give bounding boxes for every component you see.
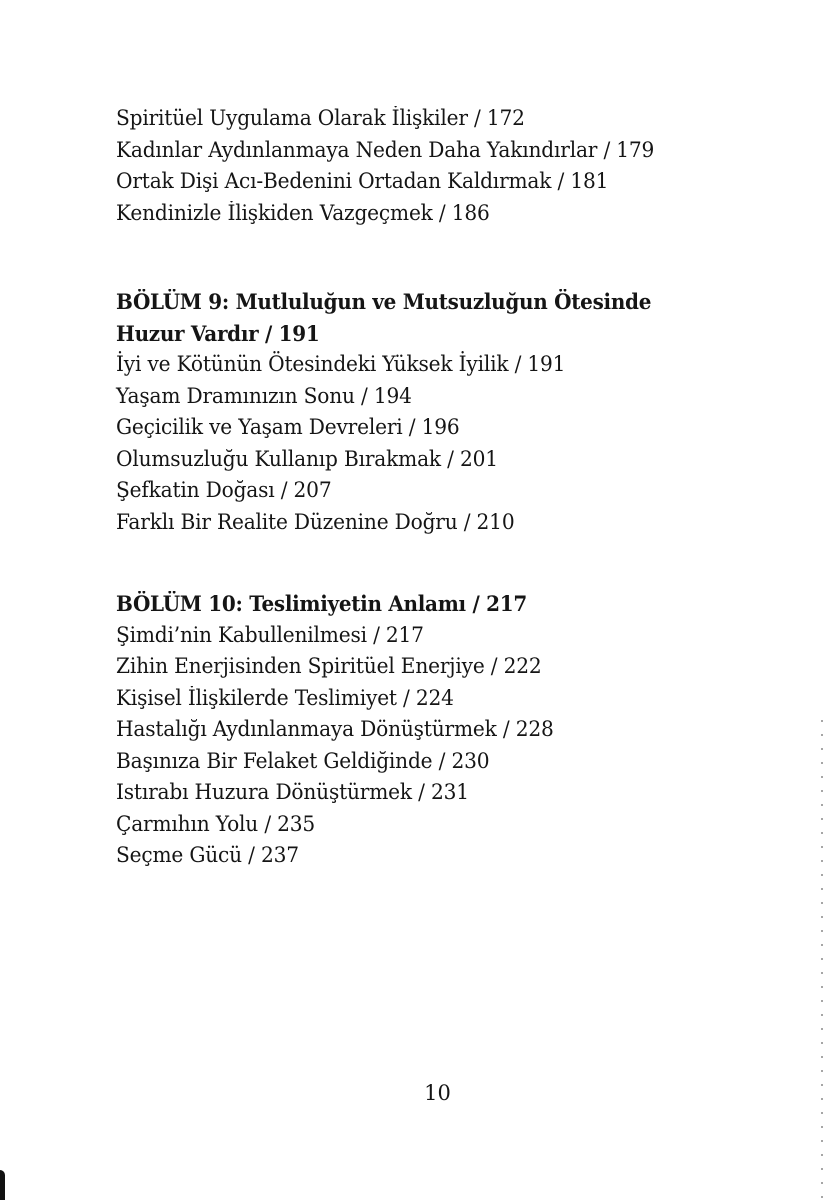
chapter-heading: BÖLÜM 10: Teslimiyetin Anlamı / 217	[116, 591, 527, 616]
toc-entry: Kendinizle İlişkiden Vazgeçmek / 186	[116, 200, 490, 225]
toc-entry: Çarmıhın Yolu / 235	[116, 811, 316, 836]
toc-entry: Başınıza Bir Felaket Geldiğinde / 230	[116, 748, 490, 773]
toc-entry: Spiritüel Uygulama Olarak İlişkiler / 172	[116, 106, 525, 130]
toc-entry: Olumsuzluğu Kullanıp Bırakmak / 201	[116, 446, 498, 471]
toc-entry: Ortak Dişi Acı-Bedenini Ortadan Kaldırmak / 181	[116, 169, 609, 193]
chapter-heading: BÖLÜM 9: Mutluluğun ve Mutsuzluğun Ötesinde	[116, 289, 652, 314]
toc-section-chapter-10	[116, 588, 736, 872]
toc-entry: Geçicilik ve Yaşam Devreleri / 196	[116, 415, 460, 439]
toc-entry: Istırabı Huzura Dönüştürmek / 231	[116, 780, 469, 804]
toc-entry: Yaşam Dramınızın Sonu / 194	[116, 383, 412, 408]
toc-entry: Hastalığı Aydınlanmaya Dönüştürmek / 228	[116, 717, 554, 741]
table-of-contents	[116, 103, 736, 872]
toc-section-continued	[116, 103, 736, 229]
toc-entry: Seçme Gücü / 237	[116, 843, 299, 867]
toc-entry: Şefkatin Doğası / 207	[116, 478, 332, 502]
toc-entry: Kadınlar Aydınlanmaya Neden Daha Yakındırlar / 179	[116, 137, 655, 162]
scan-edge-artifact	[821, 720, 823, 1200]
section-spacer	[116, 538, 736, 588]
toc-section-chapter-9	[116, 286, 736, 538]
toc-entry: Farklı Bir Realite Düzenine Doğru / 210	[116, 509, 515, 534]
toc-entry: İyi ve Kötünün Ötesindeki Yüksek İyilik / 191	[116, 352, 566, 376]
section-spacer	[116, 229, 736, 286]
chapter-heading-continued: Huzur Vardır / 191	[116, 320, 320, 346]
toc-entry: Şimdi’nin Kabullenilmesi / 217	[116, 622, 424, 647]
scan-corner-artifact	[0, 1170, 5, 1200]
page-number: 10	[424, 1081, 451, 1105]
toc-entry: Kişisel İlişkilerde Teslimiyet / 224	[116, 685, 454, 710]
toc-entry: Zihin Enerjisinden Spiritüel Enerjiye / 222	[116, 654, 542, 678]
